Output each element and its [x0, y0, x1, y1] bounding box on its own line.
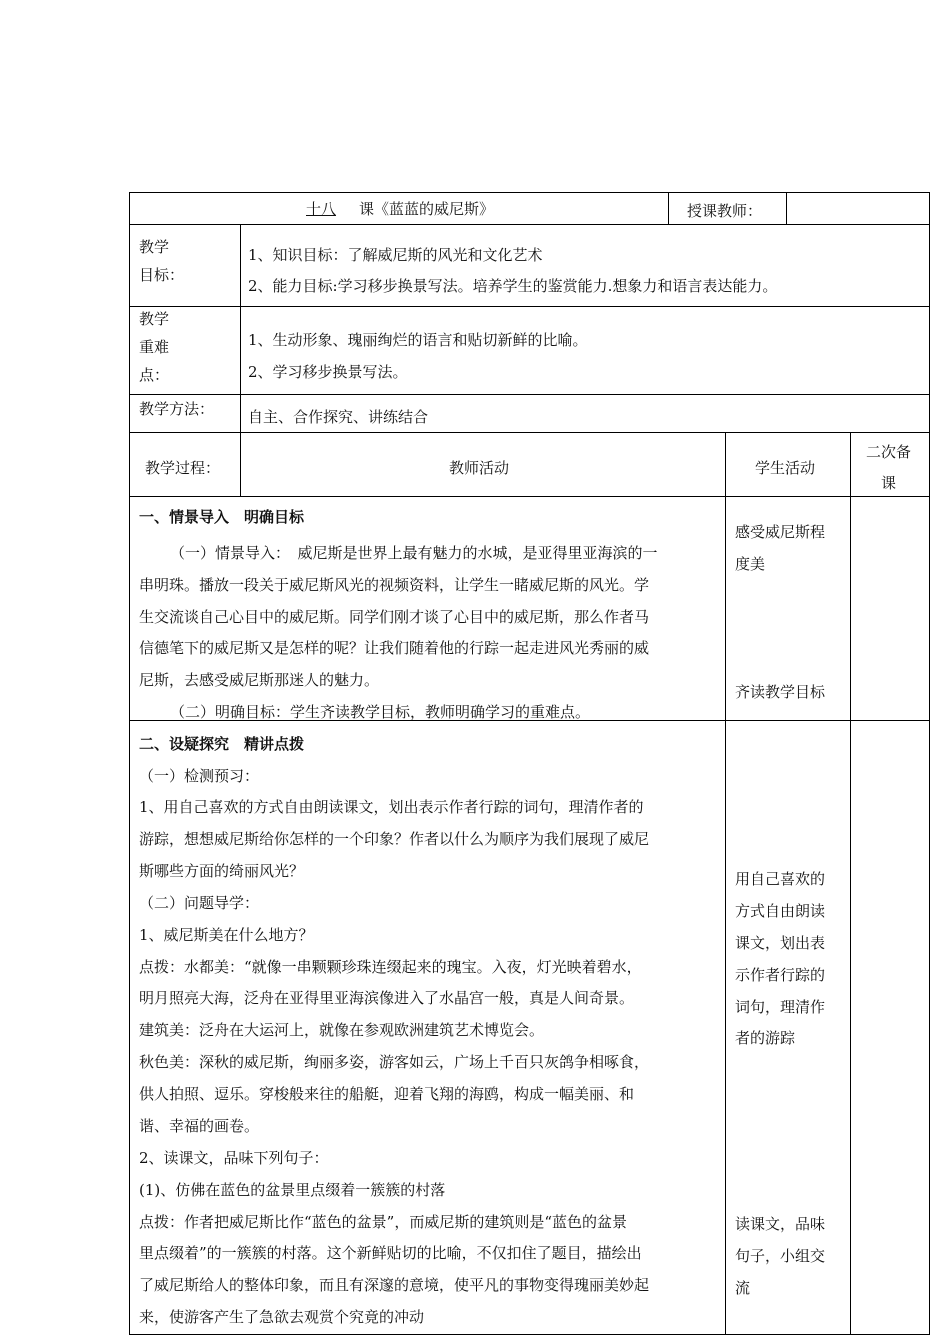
- section2-student-activity: 示作者行踪的: [735, 966, 826, 984]
- section2-student-activity-2: 流: [735, 1279, 751, 1297]
- row-divider-header: [129, 224, 930, 225]
- lesson-number: 十八: [306, 200, 337, 218]
- lesson-title: 课《蓝蓝的威尼斯》: [359, 200, 495, 218]
- section2-line: 明月照亮大海，泛舟在亚得里亚海滨像进入了水晶宫一般，真是人间奇景。: [139, 989, 635, 1007]
- section1-title: 一、情景导入 明确目标: [139, 508, 305, 526]
- section2-line: (1)、仿佛在蓝色的盆景里点缀着一簇簇的村落: [139, 1181, 446, 1199]
- section1-student-activity: 度美: [735, 555, 766, 573]
- section2-student-activity: 用自己喜欢的: [735, 870, 826, 888]
- section2-line: 秋色美：深秋的威尼斯，绚丽多姿，游客如云，广场上千百只灰鸽争相啄食，: [139, 1053, 650, 1071]
- section1-line: 生交流谈自己心目中的威尼斯。同学们刚才谈了心目中的威尼斯，那么作者马: [139, 608, 650, 626]
- method-label: 教学方法：: [139, 400, 215, 418]
- row-divider-process-header: [129, 496, 930, 497]
- section2-line: 2、读课文，品味下列句子：: [139, 1149, 329, 1167]
- student-activity-header: 学生活动: [755, 459, 816, 477]
- section1-line: 尼斯，去感受威尼斯那迷人的魅力。: [139, 671, 380, 689]
- section2-student-activity-2: 句子，小组交: [735, 1247, 826, 1265]
- keypoints-label-line1: 教学: [139, 310, 170, 328]
- keypoint-1: 1、生动形象、瑰丽绚烂的语言和贴切新鲜的比喻。: [248, 331, 588, 349]
- header-divider-1: [668, 192, 669, 225]
- section1-line: 信德笔下的威尼斯又是怎样的呢？让我们随着他的行踪一起走进风光秀丽的威: [139, 639, 650, 657]
- section2-line: （二）问题导学：: [139, 894, 260, 912]
- second-prep-column-divider: [850, 432, 851, 1335]
- section2-student-activity: 者的游踪: [735, 1029, 796, 1047]
- student-column-divider: [725, 432, 726, 1335]
- keypoints-label-line3: 点：: [139, 366, 170, 384]
- section2-line: 来，使游客产生了急欲去观赏个究竟的冲动: [139, 1308, 425, 1326]
- objectives-label-line1: 教学: [139, 238, 170, 256]
- keypoints-label-line2: 重难: [139, 338, 170, 356]
- section2-line: 1、威尼斯美在什么地方？: [139, 926, 314, 944]
- section2-line: （一）检测预习：: [139, 767, 260, 785]
- header-divider-2: [786, 192, 787, 225]
- table-right-border: [929, 192, 930, 1335]
- section2-line: 点拨：作者把威尼斯比作“蓝色的盆景”，而威尼斯的建筑则是“蓝色的盆景: [139, 1213, 628, 1231]
- table-bottom-border: [129, 1334, 930, 1335]
- section2-title: 二、设疑探究 精讲点拨: [139, 735, 305, 753]
- row-divider-keypoints: [129, 394, 930, 395]
- section2-student-activity: 词句，理清作: [735, 998, 826, 1016]
- objective-ability: 2、能力目标:学习移步换景写法。培养学生的鉴赏能力.想象力和语言表达能力。: [248, 277, 778, 295]
- teacher-label: 授课教师：: [687, 202, 763, 220]
- row-divider-method: [129, 432, 930, 433]
- objectives-label-line2: 目标：: [139, 266, 185, 284]
- section2-line: 1、用自己喜欢的方式自由朗读课文，划出表示作者行踪的词句，理清作者的: [139, 798, 644, 816]
- method-value: 自主、合作探究、讲练结合: [248, 408, 429, 426]
- section2-line: 斯哪些方面的绮丽风光？: [139, 862, 305, 880]
- keypoint-2: 2、学习移步换景写法。: [248, 363, 408, 381]
- section1-line: 串明珠。播放一段关于威尼斯风光的视频资料，让学生一睹威尼斯的风光。学: [139, 576, 650, 594]
- second-prep-header-line1: 二次备: [866, 443, 912, 461]
- section2-line: 游踪，想想威尼斯给你怎样的一个印象？作者以什么为顺序为我们展现了威尼: [139, 830, 650, 848]
- section1-line: （二）明确目标：学生齐读教学目标，教师明确学习的重难点。: [170, 703, 591, 721]
- row-divider-objectives: [129, 306, 930, 307]
- section2-line: 谐、幸福的画卷。: [139, 1117, 260, 1135]
- section2-line: 点拨：水都美：“就像一串颗颗珍珠连缀起来的瑰宝。入夜，灯光映着碧水，: [139, 958, 642, 976]
- section2-student-activity: 课文，划出表: [735, 934, 826, 952]
- section2-line: 了威尼斯给人的整体印象，而且有深邃的意境，使平凡的事物变得瑰丽美妙起: [139, 1276, 650, 1294]
- second-prep-header-line2: 课: [881, 474, 897, 492]
- section2-line: 建筑美：泛舟在大运河上，就像在参观欧洲建筑艺术博览会。: [139, 1021, 545, 1039]
- process-label: 教学过程：: [145, 459, 221, 477]
- section1-student-activity-2: 齐读教学目标: [735, 683, 826, 701]
- section2-line: 里点缀着”的一簇簇的村落。这个新鲜贴切的比喻，不仅扣住了题目，描绘出: [139, 1244, 642, 1262]
- section1-line: （一）情景导入： 威尼斯是世界上最有魅力的水城，是亚得里亚海滨的一: [170, 544, 658, 562]
- section2-student-activity-2: 读课文，品味: [735, 1215, 826, 1233]
- section1-student-activity: 感受威尼斯程: [735, 523, 826, 541]
- section2-student-activity: 方式自由朗读: [735, 902, 826, 920]
- table-left-border: [129, 192, 130, 1335]
- table-top-border: [129, 192, 930, 193]
- label-column-divider: [240, 224, 241, 497]
- objective-knowledge: 1、知识目标：了解威尼斯的风光和文化艺术: [248, 246, 543, 264]
- section2-line: 供人拍照、逗乐。穿梭般来往的船艇，迎着飞翔的海鸥，构成一幅美丽、和: [139, 1085, 635, 1103]
- teacher-activity-header: 教师活动: [449, 459, 510, 477]
